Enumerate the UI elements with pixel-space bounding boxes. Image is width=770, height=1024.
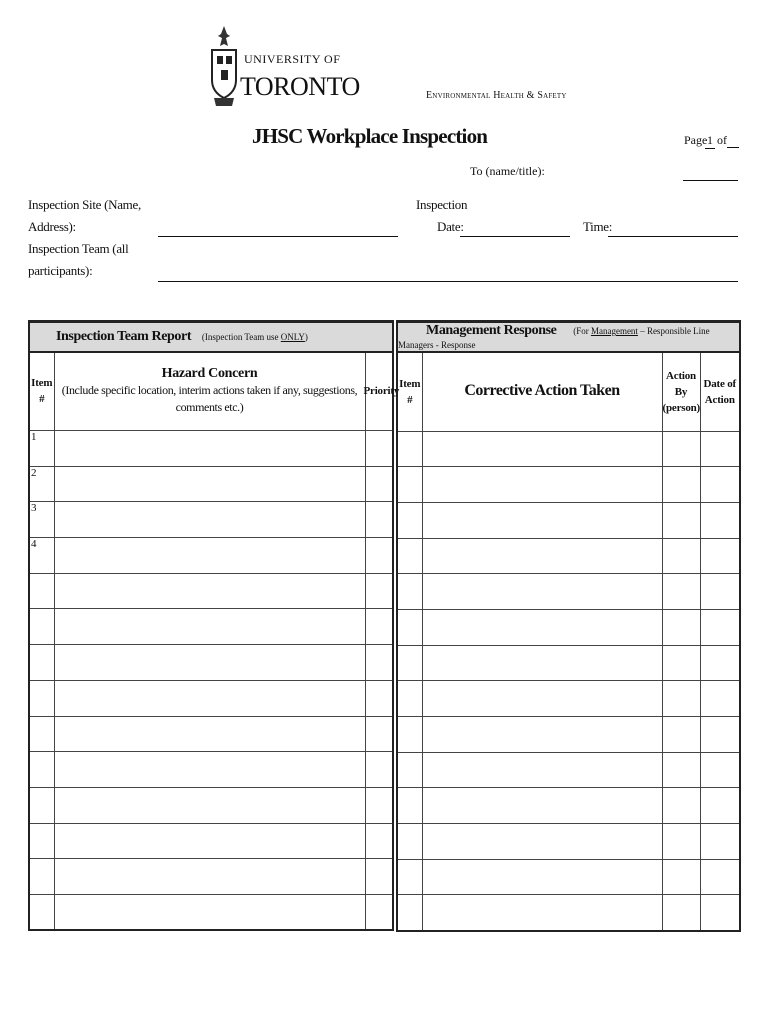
table-row <box>29 823 393 859</box>
inspection-site-label <box>28 194 148 238</box>
table-row <box>397 502 740 538</box>
corrective-action-cell[interactable] <box>422 859 662 895</box>
date-of-action-cell[interactable] <box>700 645 740 681</box>
table-row <box>29 716 393 752</box>
corrective-action-cell[interactable] <box>422 431 662 467</box>
date-of-action-cell[interactable] <box>700 895 740 931</box>
action-by-cell[interactable] <box>662 752 700 788</box>
hazard-concern-cell[interactable] <box>54 716 365 752</box>
logo-toronto: TORONTO <box>240 72 360 101</box>
item-number-cell[interactable] <box>397 574 422 610</box>
action-by-cell[interactable] <box>662 681 700 717</box>
date-of-action-cell[interactable] <box>700 609 740 645</box>
hazard-concern-cell[interactable] <box>54 609 365 645</box>
table-row <box>397 859 740 895</box>
table-row <box>397 609 740 645</box>
date-of-action-cell[interactable] <box>700 752 740 788</box>
table-row <box>397 895 740 931</box>
corrective-action-cell[interactable] <box>422 609 662 645</box>
hazard-concern-cell[interactable] <box>54 859 365 895</box>
table-row <box>29 752 393 788</box>
date-field[interactable] <box>460 236 570 237</box>
date-of-2: Action <box>704 393 735 406</box>
hazard-concern-cell[interactable] <box>54 823 365 859</box>
action-by-cell[interactable] <box>662 859 700 895</box>
corrective-action-cell[interactable] <box>422 824 662 860</box>
date-label: Date: <box>437 219 464 234</box>
university-crest-icon <box>208 24 240 108</box>
item-number-cell[interactable] <box>397 824 422 860</box>
item-number-cell[interactable]: 4 <box>29 538 54 574</box>
inspection-label: Inspection <box>416 197 468 212</box>
department-name: Environmental Health & Safety <box>426 90 567 101</box>
item-number-cell[interactable] <box>29 823 54 859</box>
col-item-header <box>29 352 54 431</box>
site-label-line-2: Address): <box>28 219 76 234</box>
left-note-only: ONLY <box>280 331 305 342</box>
action-by-1: Action <box>666 369 696 382</box>
left-header-row <box>29 352 393 431</box>
col-corrective-header <box>422 352 662 431</box>
corrective-action-cell[interactable] <box>422 538 662 574</box>
item-number-cell[interactable] <box>397 645 422 681</box>
item-number-cell[interactable] <box>397 895 422 931</box>
priority-cell[interactable] <box>365 573 393 609</box>
right-header-row <box>397 352 740 431</box>
inspection-site-field[interactable] <box>158 236 398 237</box>
table-row <box>397 574 740 610</box>
item-number-cell[interactable]: 2 <box>29 466 54 502</box>
item-number-cell[interactable]: 1 <box>29 431 54 467</box>
priority-cell[interactable] <box>365 894 393 930</box>
table-row <box>397 467 740 503</box>
table-row <box>29 859 393 895</box>
hazard-concern-cell[interactable] <box>54 894 365 930</box>
to-label: To (name/title): <box>470 164 545 178</box>
action-by-cell[interactable] <box>662 574 700 610</box>
date-of-action-cell[interactable] <box>700 574 740 610</box>
priority-cell[interactable] <box>365 787 393 823</box>
date-of-action-cell[interactable] <box>700 467 740 503</box>
item-number-cell[interactable] <box>397 717 422 753</box>
col-date-header <box>700 352 740 431</box>
priority-cell[interactable] <box>365 609 393 645</box>
item-number-cell[interactable] <box>29 573 54 609</box>
hazard-sub: (Include specific location, interim actions taken if any, suggestions, comments etc.) <box>61 383 358 415</box>
page-total-field[interactable] <box>727 133 739 148</box>
corrective-action-cell[interactable] <box>422 502 662 538</box>
col-item-hash: # <box>407 393 413 406</box>
col-item-text: Item <box>31 377 53 390</box>
inspection-team-field[interactable] <box>158 281 738 282</box>
right-banner <box>397 322 740 353</box>
left-banner-title: Inspection Team Report <box>56 328 192 344</box>
priority-cell[interactable] <box>365 680 393 716</box>
page-label: Page <box>684 133 708 147</box>
hazard-title: Hazard Concern <box>161 366 258 382</box>
team-label-line-2: participants): <box>28 263 93 278</box>
item-number-cell[interactable] <box>397 788 422 824</box>
item-number-cell[interactable] <box>29 680 54 716</box>
team-label-line-1: Inspection Team (all <box>28 241 129 256</box>
action-by-2: By <box>674 385 688 398</box>
table-row <box>397 717 740 753</box>
col-action-by-header <box>662 352 700 431</box>
right-note-post: – Responsible Line Managers - Response <box>398 326 710 350</box>
hazard-concern-cell[interactable] <box>54 538 365 574</box>
hazard-concern-cell[interactable] <box>54 573 365 609</box>
hazard-concern-cell[interactable] <box>54 752 365 788</box>
action-by-3: (person) <box>662 401 701 414</box>
hazard-concern-cell[interactable] <box>54 431 365 467</box>
date-of-action-cell[interactable] <box>700 502 740 538</box>
action-by-cell[interactable] <box>662 645 700 681</box>
item-number-cell[interactable] <box>397 538 422 574</box>
priority-cell[interactable] <box>365 502 393 538</box>
corrective-action-cell[interactable] <box>422 467 662 503</box>
table-row <box>29 609 393 645</box>
table-row <box>29 894 393 930</box>
time-label: Time: <box>583 219 613 234</box>
left-banner-note <box>202 332 308 342</box>
left-banner <box>29 322 393 352</box>
table-row <box>29 573 393 609</box>
action-by-cell[interactable] <box>662 717 700 753</box>
item-number-cell[interactable] <box>397 681 422 717</box>
priority-cell[interactable] <box>365 431 393 467</box>
table-row <box>397 752 740 788</box>
right-note-management: Management <box>590 326 638 336</box>
col-item-header <box>397 352 422 431</box>
col-item-hash: # <box>39 393 45 406</box>
to-field[interactable] <box>683 180 738 181</box>
corrective-action-cell[interactable] <box>422 895 662 931</box>
time-field[interactable] <box>608 236 738 237</box>
item-number-cell[interactable] <box>29 859 54 895</box>
priority-cell[interactable] <box>365 859 393 895</box>
item-number-cell[interactable] <box>29 609 54 645</box>
table-row <box>29 680 393 716</box>
item-number-cell[interactable] <box>397 859 422 895</box>
item-number-cell[interactable] <box>29 752 54 788</box>
table-row <box>29 502 393 538</box>
corrective-action-cell[interactable] <box>422 717 662 753</box>
page-number[interactable]: 1 <box>707 133 713 147</box>
col-item-text: Item <box>399 377 421 390</box>
table-row <box>29 645 393 681</box>
table-row <box>29 538 393 574</box>
priority-cell[interactable] <box>365 466 393 502</box>
date-of-action-cell[interactable] <box>700 859 740 895</box>
date-of-action-cell[interactable] <box>700 681 740 717</box>
table-row <box>397 788 740 824</box>
action-by-cell[interactable] <box>662 538 700 574</box>
table-row <box>397 681 740 717</box>
hazard-concern-cell[interactable] <box>54 645 365 681</box>
table-row <box>29 431 393 467</box>
action-by-cell[interactable] <box>662 788 700 824</box>
corrective-action-cell[interactable] <box>422 645 662 681</box>
corrective-action-cell[interactable] <box>422 752 662 788</box>
item-number-cell[interactable] <box>29 787 54 823</box>
inspection-team-label <box>28 238 148 282</box>
action-by-cell[interactable] <box>662 502 700 538</box>
right-note-pre: (For <box>573 326 591 336</box>
col-hazard-header <box>54 352 365 431</box>
hazard-concern-cell[interactable] <box>54 680 365 716</box>
item-number-cell[interactable] <box>397 431 422 467</box>
action-by-cell[interactable] <box>662 895 700 931</box>
left-note-pre: (Inspection Team use <box>201 331 281 342</box>
priority-cell[interactable] <box>365 538 393 574</box>
logo-university-of: UNIVERSITY OF <box>244 52 341 66</box>
priority-cell[interactable] <box>365 752 393 788</box>
table-row <box>29 466 393 502</box>
form-title: JHSC Workplace Inspection <box>252 124 488 148</box>
table-row <box>397 431 740 467</box>
action-by-cell[interactable] <box>662 824 700 860</box>
item-number-cell[interactable] <box>397 502 422 538</box>
hazard-concern-cell[interactable] <box>54 466 365 502</box>
hazard-concern-cell[interactable] <box>54 787 365 823</box>
action-by-cell[interactable] <box>662 609 700 645</box>
page-of-label: of <box>717 133 727 147</box>
date-of-action-cell[interactable] <box>700 788 740 824</box>
right-banner-title: Management Response <box>426 323 557 338</box>
item-number-cell[interactable] <box>29 645 54 681</box>
date-of-action-cell[interactable] <box>700 431 740 467</box>
date-of-action-cell[interactable] <box>700 538 740 574</box>
corrective-action-cell[interactable] <box>422 574 662 610</box>
date-of-action-cell[interactable] <box>700 717 740 753</box>
site-label-line-1: Inspection Site (Name, <box>28 197 141 212</box>
table-row <box>397 538 740 574</box>
item-number-cell[interactable] <box>29 716 54 752</box>
action-by-cell[interactable] <box>662 431 700 467</box>
table-row <box>397 824 740 860</box>
corrective-action-cell[interactable] <box>422 681 662 717</box>
management-response-table <box>396 320 741 932</box>
date-of-action-cell[interactable] <box>700 824 740 860</box>
corrective-title: Corrective Action Taken <box>464 382 620 400</box>
action-by-cell[interactable] <box>662 467 700 503</box>
inspection-team-report-table <box>28 320 400 931</box>
hazard-concern-cell[interactable] <box>54 502 365 538</box>
col-priority-header <box>363 352 400 431</box>
date-of-1: Date of <box>703 377 737 390</box>
item-number-cell[interactable] <box>397 752 422 788</box>
left-note-post: ) <box>304 331 308 342</box>
table-row <box>397 645 740 681</box>
item-number-cell[interactable] <box>397 467 422 503</box>
corrective-action-cell[interactable] <box>422 788 662 824</box>
priority-cell[interactable] <box>365 716 393 752</box>
table-row <box>29 787 393 823</box>
priority-text: Priority <box>363 385 400 398</box>
item-number-cell[interactable]: 3 <box>29 502 54 538</box>
item-number-cell[interactable] <box>397 609 422 645</box>
priority-cell[interactable] <box>365 645 393 681</box>
priority-cell[interactable] <box>365 823 393 859</box>
item-number-cell[interactable] <box>29 894 54 930</box>
